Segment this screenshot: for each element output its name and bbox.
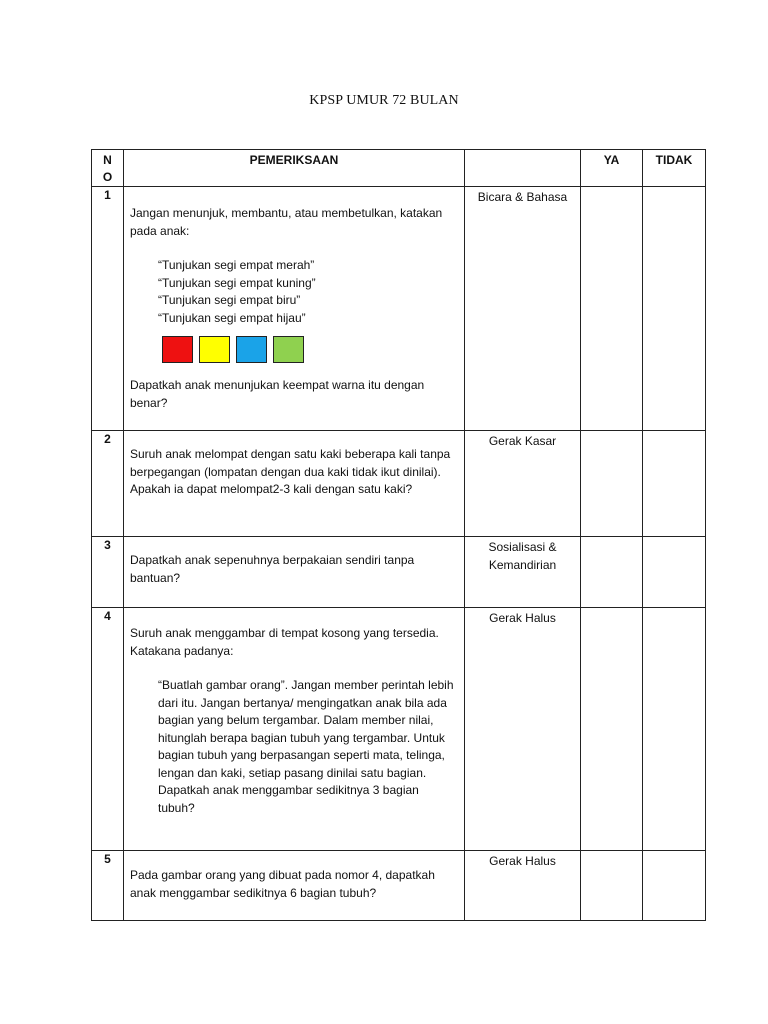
- question-text: Dapatkah anak sepenuhnya berpakaian sendiri tanpa bantuan?: [130, 553, 415, 585]
- red-square: [162, 336, 193, 363]
- domain-cell: [465, 537, 581, 608]
- row-number: 2: [92, 431, 124, 537]
- page-title: KPSP UMUR 72 BULAN: [309, 93, 459, 108]
- header-tidak: TIDAK: [643, 150, 706, 187]
- question-text: Pada gambar orang yang dibuat pada nomor 4, dapatkah anak menggambar sedikitnya 6 bagian tubuh?: [130, 868, 435, 900]
- blue-square: [236, 336, 267, 363]
- ya-cell[interactable]: [581, 431, 643, 537]
- tidak-cell[interactable]: [643, 537, 706, 608]
- domain-line: Kemandirian: [488, 557, 557, 572]
- table-row: [92, 537, 706, 608]
- table-row: [92, 187, 706, 431]
- row-number: 5: [92, 851, 124, 921]
- ya-cell[interactable]: [581, 608, 643, 851]
- question-cell: [124, 187, 465, 431]
- domain-cell: Gerak Halus: [465, 851, 581, 921]
- tidak-cell[interactable]: [643, 608, 706, 851]
- table-header-row: [92, 150, 706, 187]
- table-row: [92, 851, 706, 921]
- tidak-cell[interactable]: [643, 187, 706, 431]
- ya-cell[interactable]: [581, 537, 643, 608]
- question-intro: Jangan menunjuk, membantu, atau membetulkan, katakan pada anak:: [130, 206, 443, 238]
- row-number: 4: [92, 608, 124, 851]
- prompt-line: “Tunjukan segi empat hijau”: [158, 310, 306, 325]
- instruction-text: “Buatlah gambar orang”. Jangan member perintah lebih dari itu. Jangan bertanya/ mengingatkan anak bila ada bagian yang belum tergambar. Dalam member nilai, hitunglah berapa bagian tubuh yang tergambar. Untuk bagian tubuh yang berpasangan seperti mata, telinga, lengan dan kaki, setiap pasang dinilai satu bagian. Dapatkah anak menggambar sedikitnya 3 bagian tubuh?: [158, 678, 454, 815]
- question-cell: [124, 537, 465, 608]
- tidak-cell[interactable]: [643, 851, 706, 921]
- color-swatches: [162, 336, 458, 363]
- domain-cell: Gerak Kasar: [465, 431, 581, 537]
- question-cell: [124, 431, 465, 537]
- question-cell: [124, 608, 465, 851]
- ya-cell[interactable]: [581, 851, 643, 921]
- yellow-square: [199, 336, 230, 363]
- question-cell: [124, 851, 465, 921]
- table-row: [92, 431, 706, 537]
- domain-line: Sosialisasi &: [488, 540, 557, 554]
- question-text: Suruh anak melompat dengan satu kaki beberapa kali tanpa berpegangan (lompatan dengan dua kaki tidak ikut dinilai). Apakah ia dapat melompat2-3 kali dengan satu kaki?: [130, 447, 451, 496]
- question-text: Dapatkah anak menunjukan keempat warna itu dengan benar?: [130, 378, 425, 410]
- header-no: [92, 150, 124, 187]
- domain-cell: Gerak Halus: [465, 608, 581, 851]
- prompt-line: “Tunjukan segi empat biru”: [158, 293, 301, 307]
- kpsp-table: [91, 149, 706, 921]
- domain-cell: Bicara & Bahasa: [465, 187, 581, 431]
- row-number: 1: [92, 187, 124, 431]
- ya-cell[interactable]: [581, 187, 643, 431]
- header-pemeriksaan: PEMERIKSAAN: [124, 150, 465, 187]
- prompt-line: “Tunjukan segi empat merah”: [158, 258, 315, 272]
- tidak-cell[interactable]: [643, 431, 706, 537]
- header-ya: YA: [581, 150, 643, 187]
- row-number: 3: [92, 537, 124, 608]
- header-domain: [465, 150, 581, 187]
- prompt-line: “Tunjukan segi empat kuning”: [158, 275, 316, 290]
- header-no-line2: O: [102, 170, 113, 184]
- table-row: [92, 608, 706, 851]
- green-square: [273, 336, 304, 363]
- header-no-line1: N: [103, 153, 112, 167]
- question-intro: Suruh anak menggambar di tempat kosong yang tersedia. Katakana padanya:: [130, 626, 439, 658]
